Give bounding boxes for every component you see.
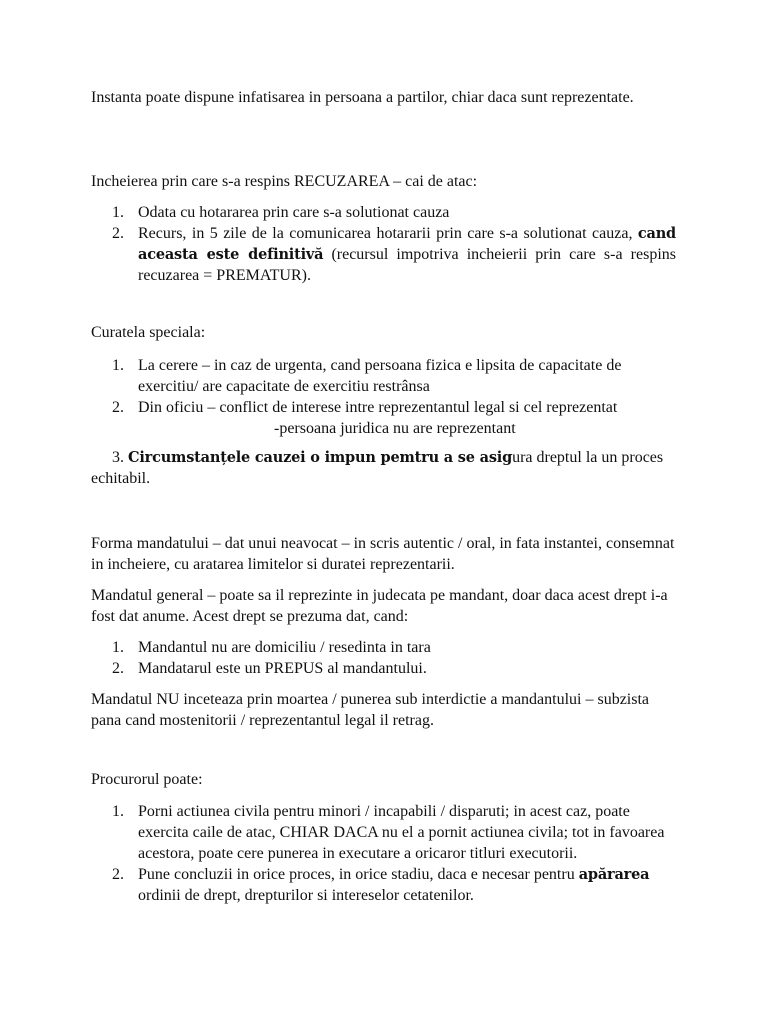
list-item: 2. Mandatarul este un PREPUS al mandantului. <box>112 660 427 677</box>
paragraph: Mandatul NU inceteaza prin moartea / punerea sub interdictie a mandantului – subzista pana cand mostenitorii / reprezentantul legal il retrag. <box>91 691 650 729</box>
section-procuror <box>91 769 676 906</box>
section-curatela <box>91 322 676 489</box>
section-recuzare <box>91 171 676 286</box>
paragraph: Mandatul general – poate sa il reprezinte in judecata pe mandant, doar daca acest drept i-a fost dat anume. Acest drept se prezuma dat, cand: <box>91 587 668 625</box>
section-infatisare <box>91 87 676 108</box>
ordered-list <box>91 355 676 439</box>
list-item: 2. Recurs, in 5 zile de la comunicarea hotararii prin care s-a solutionat cauza, cand aceasta este definitivă (recursul impotriva incheierii prin care s-a respins recuzarea = PREMATUR). <box>112 225 676 284</box>
section-mandat <box>91 533 676 731</box>
list-item: 2. Pune concluzii in orice proces, in orice stadiu, daca e necesar pentru apărarea ordinii de drept, drepturilor si intereselor cetatenilor. <box>112 866 650 904</box>
paragraph: Instanta poate dispune infatisarea in persoana a partilor, chiar daca sunt reprezentate. <box>91 89 634 106</box>
ordered-list <box>91 801 676 906</box>
ordered-list <box>91 637 676 679</box>
ordered-list <box>91 202 676 286</box>
paragraph: Forma mandatului – dat unui neavocat – in scris autentic / oral, in fata instantei, consemnat in incheiere, cu aratarea limitelor si duratei reprezentarii. <box>91 535 675 573</box>
section-heading: Procurorul poate: <box>91 771 203 788</box>
list-item: 1. La cerere – in caz de urgenta, cand persoana fizica e lipsita de capacitate de exercitiu/ are capacitate de exercitiu restrânsa <box>112 357 622 395</box>
list-item: 1. Porni actiunea civila pentru minori / incapabili / disparuti; in acest caz, poate exercita caile de atac, CHIAR DACA nu el a pornit actiunea civila; tot in favoarea acestora, poate cere punerea in executare a oricaror titluri executorii. <box>112 803 665 862</box>
list-item: 1. Mandantul nu are domiciliu / resedinta in tara <box>112 639 431 656</box>
list-item: 2. Din oficiu – conflict de interese intre reprezentantul legal si cel reprezentat -persoana juridica nu are reprezentant <box>112 399 618 437</box>
section-heading: Curatela speciala: <box>91 324 206 341</box>
list-item-continued: 3. Circumstanțele cauzei o impun pemtru a se asigura dreptul la un proces echitabil. <box>91 449 664 487</box>
section-heading: Incheierea prin care s-a respins RECUZAREA – cai de atac: <box>91 173 478 190</box>
list-item: 1. Odata cu hotararea prin care s-a solutionat cauza <box>112 204 450 221</box>
